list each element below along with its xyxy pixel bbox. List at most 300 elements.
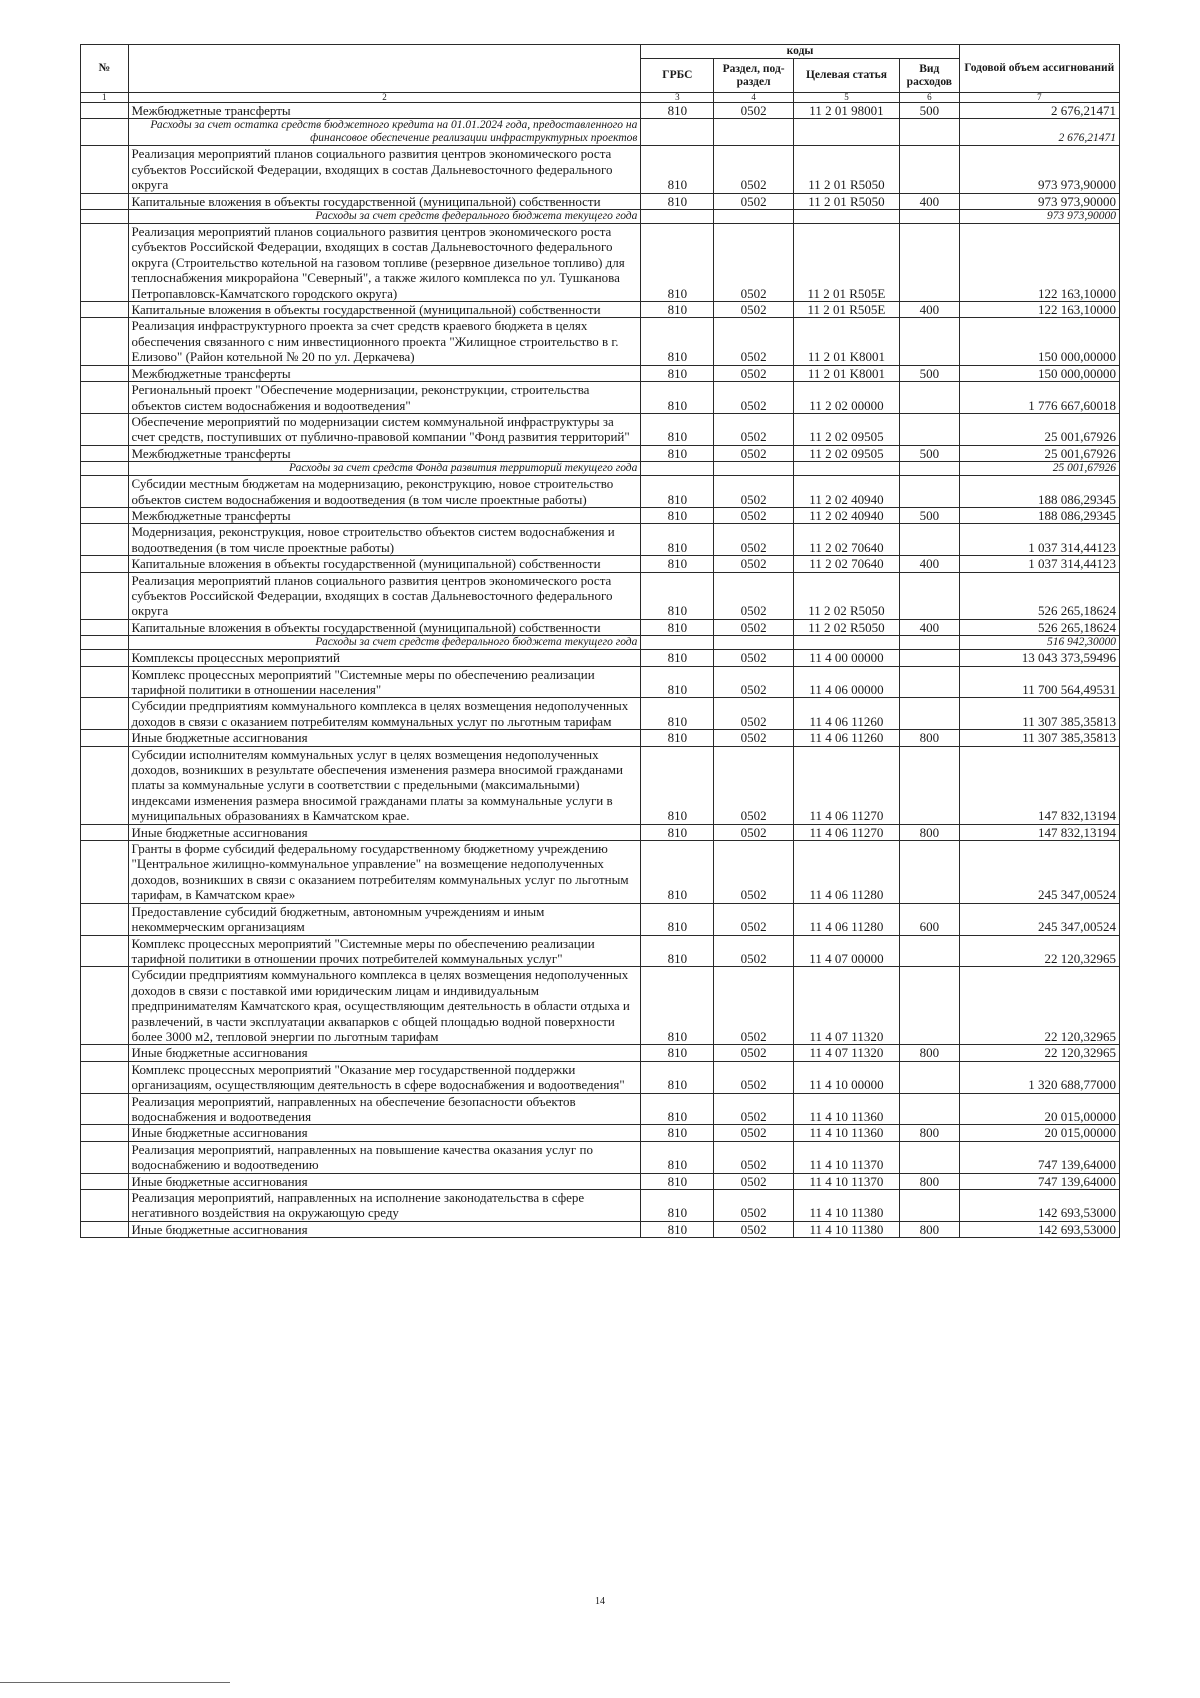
- table-row: [81, 556, 1120, 572]
- row-exptype-cell: [899, 476, 959, 508]
- header-target: Целевая статья: [793, 59, 899, 93]
- row-name-cell: Межбюджетные трансферты: [128, 103, 641, 119]
- table-note-row: [81, 210, 1120, 224]
- column-numbers-row: [81, 93, 1120, 103]
- row-target-cell: 11 4 10 11380: [793, 1190, 899, 1222]
- row-name-cell: Расходы за счет средств федерального бюджета текущего года: [128, 636, 641, 650]
- table-row: [81, 1061, 1120, 1093]
- row-amount-cell: 1 037 314,44123: [959, 556, 1119, 572]
- row-amount-cell: 973 973,90000: [959, 210, 1119, 224]
- row-target-cell: [793, 462, 899, 476]
- row-name-cell: Расходы за счет средств федерального бюджета текущего года: [128, 210, 641, 224]
- row-section-cell: 0502: [714, 1045, 794, 1061]
- row-target-cell: 11 2 02 09505: [793, 445, 899, 461]
- page-number: 14: [595, 1596, 605, 1607]
- row-grbs-cell: 810: [641, 903, 714, 935]
- row-exptype-cell: 800: [899, 1173, 959, 1189]
- row-target-cell: 11 4 06 11270: [793, 746, 899, 824]
- row-number-cell: [81, 967, 129, 1045]
- row-grbs-cell: 810: [641, 730, 714, 746]
- row-section-cell: 0502: [714, 302, 794, 318]
- row-section-cell: 0502: [714, 935, 794, 967]
- row-name-cell: Расходы за счет средств Фонда развития территорий текущего года: [128, 462, 641, 476]
- row-target-cell: 11 4 07 00000: [793, 935, 899, 967]
- table-row: [81, 619, 1120, 635]
- row-grbs-cell: 810: [641, 507, 714, 523]
- row-exptype-cell: 800: [899, 1045, 959, 1061]
- header-amount: Годовой объем ассигнований: [959, 45, 1119, 93]
- row-name-cell: Гранты в форме субсидий федеральному государственному бюджетному учреждению "Центральное жилищно-коммунальное управление" на возмещение недополученных доходов, возникших в связи с оказанием потребителям коммунальных услуг по льготным тарифам, в Камчатском крае»: [128, 841, 641, 904]
- row-target-cell: [793, 210, 899, 224]
- row-exptype-cell: [899, 382, 959, 414]
- row-amount-cell: 747 139,64000: [959, 1173, 1119, 1189]
- row-amount-cell: 188 086,29345: [959, 507, 1119, 523]
- row-amount-cell: 25 001,67926: [959, 445, 1119, 461]
- header-section: Раздел, под-раздел: [714, 59, 794, 93]
- row-section-cell: 0502: [714, 698, 794, 730]
- row-number-cell: [81, 1125, 129, 1141]
- row-grbs-cell: 810: [641, 382, 714, 414]
- row-grbs-cell: 810: [641, 650, 714, 666]
- row-grbs-cell: 810: [641, 1221, 714, 1237]
- row-name-cell: Иные бюджетные ассигнования: [128, 730, 641, 746]
- row-number-cell: [81, 382, 129, 414]
- row-name-cell: Субсидии местным бюджетам на модернизацию, реконструкцию, новое строительство объектов систем водоснабжения и водоотведения (в том числе проектные работы): [128, 476, 641, 508]
- row-grbs-cell: 810: [641, 302, 714, 318]
- row-grbs-cell: 810: [641, 318, 714, 365]
- table-row: [81, 524, 1120, 556]
- row-grbs-cell: [641, 210, 714, 224]
- row-number-cell: [81, 302, 129, 318]
- row-amount-cell: 20 015,00000: [959, 1093, 1119, 1125]
- row-number-cell: [81, 572, 129, 619]
- row-name-cell: Капитальные вложения в объекты государственной (муниципальной) собственности: [128, 619, 641, 635]
- column-number: 2: [128, 93, 641, 103]
- row-amount-cell: 973 973,90000: [959, 193, 1119, 209]
- row-name-cell: Реализация мероприятий, направленных на обеспечение безопасности объектов водоснабжения и водоотведения: [128, 1093, 641, 1125]
- row-number-cell: [81, 1045, 129, 1061]
- header-codes: коды: [641, 45, 959, 59]
- row-number-cell: [81, 1190, 129, 1222]
- row-number-cell: [81, 556, 129, 572]
- row-amount-cell: 526 265,18624: [959, 572, 1119, 619]
- table-body: [81, 103, 1120, 1238]
- row-exptype-cell: 500: [899, 103, 959, 119]
- row-section-cell: 0502: [714, 903, 794, 935]
- row-amount-cell: 188 086,29345: [959, 476, 1119, 508]
- row-number-cell: [81, 146, 129, 193]
- header-exptype: Вид расходов: [899, 59, 959, 93]
- row-name-cell: Модернизация, реконструкция, новое строительство объектов систем водоснабжения и водоотведения (в том числе проектные работы): [128, 524, 641, 556]
- row-section-cell: 0502: [714, 556, 794, 572]
- row-number-cell: [81, 1141, 129, 1173]
- row-exptype-cell: [899, 636, 959, 650]
- column-number: 4: [714, 93, 794, 103]
- table-row: [81, 302, 1120, 318]
- table-row: [81, 318, 1120, 365]
- row-number-cell: [81, 476, 129, 508]
- row-section-cell: 0502: [714, 1093, 794, 1125]
- table-row: [81, 1045, 1120, 1061]
- row-target-cell: 11 2 02 70640: [793, 556, 899, 572]
- row-exptype-cell: 500: [899, 445, 959, 461]
- row-name-cell: Реализация инфраструктурного проекта за счет средств краевого бюджета в целях обеспечения связанного с ним инвестиционного проекта "Жилищное строительство в г. Елизово" (Район котельной № 20 по ул. Деркачева): [128, 318, 641, 365]
- row-target-cell: 11 2 01 R5050: [793, 146, 899, 193]
- row-name-cell: Иные бюджетные ассигнования: [128, 824, 641, 840]
- row-target-cell: 11 4 07 11320: [793, 1045, 899, 1061]
- row-section-cell: 0502: [714, 382, 794, 414]
- table-note-row: [81, 462, 1120, 476]
- row-name-cell: Иные бюджетные ассигнования: [128, 1221, 641, 1237]
- row-section-cell: 0502: [714, 967, 794, 1045]
- row-number-cell: [81, 730, 129, 746]
- row-name-cell: Расходы за счет остатка средств бюджетного кредита на 01.01.2024 года, предоставленного на финансовое обеспечение реализации инфраструктурных проектов: [128, 119, 641, 146]
- row-target-cell: [793, 636, 899, 650]
- row-section-cell: 0502: [714, 318, 794, 365]
- row-target-cell: 11 2 01 98001: [793, 103, 899, 119]
- row-number-cell: [81, 524, 129, 556]
- row-grbs-cell: 810: [641, 619, 714, 635]
- row-name-cell: Комплекс процессных мероприятий "Оказание мер государственной поддержки организациям, осуществляющим деятельность в сфере водоснабжения и водоотведения": [128, 1061, 641, 1093]
- row-section-cell: [714, 119, 794, 146]
- row-grbs-cell: [641, 462, 714, 476]
- column-number: 6: [899, 93, 959, 103]
- row-number-cell: [81, 119, 129, 146]
- row-number-cell: [81, 935, 129, 967]
- row-exptype-cell: 500: [899, 507, 959, 523]
- table-row: [81, 445, 1120, 461]
- row-grbs-cell: 810: [641, 103, 714, 119]
- row-target-cell: 11 4 10 11360: [793, 1125, 899, 1141]
- table-row: [81, 1190, 1120, 1222]
- row-number-cell: [81, 1093, 129, 1125]
- row-exptype-cell: [899, 146, 959, 193]
- row-name-cell: Комплексы процессных мероприятий: [128, 650, 641, 666]
- table-row: [81, 103, 1120, 119]
- row-grbs-cell: 810: [641, 413, 714, 445]
- row-amount-cell: 147 832,13194: [959, 824, 1119, 840]
- row-grbs-cell: 810: [641, 476, 714, 508]
- row-target-cell: 11 4 10 11360: [793, 1093, 899, 1125]
- row-name-cell: Реализация мероприятий планов социального развития центров экономического роста субъектов Российской Федерации, входящих в состав Дальневосточного федерального округа: [128, 572, 641, 619]
- row-section-cell: 0502: [714, 103, 794, 119]
- row-exptype-cell: [899, 666, 959, 698]
- row-grbs-cell: 810: [641, 666, 714, 698]
- row-amount-cell: 11 307 385,35813: [959, 698, 1119, 730]
- table-row: [81, 1125, 1120, 1141]
- row-exptype-cell: [899, 413, 959, 445]
- row-amount-cell: 2 676,21471: [959, 103, 1119, 119]
- header-grbs: ГРБС: [641, 59, 714, 93]
- row-exptype-cell: 600: [899, 903, 959, 935]
- row-name-cell: Обеспечение мероприятий по модернизации систем коммунальной инфраструктуры за счет средств, поступивших от публично-правовой компании "Фонд развития территорий": [128, 413, 641, 445]
- document-page: [80, 44, 1120, 1238]
- header-number: №: [81, 45, 129, 93]
- row-name-cell: Межбюджетные трансферты: [128, 507, 641, 523]
- row-target-cell: 11 2 02 R5050: [793, 619, 899, 635]
- row-amount-cell: 147 832,13194: [959, 746, 1119, 824]
- table-row: [81, 935, 1120, 967]
- table-note-row: [81, 119, 1120, 146]
- row-section-cell: 0502: [714, 146, 794, 193]
- row-name-cell: Иные бюджетные ассигнования: [128, 1173, 641, 1189]
- table-row: [81, 507, 1120, 523]
- column-number: 3: [641, 93, 714, 103]
- row-target-cell: 11 2 02 40940: [793, 507, 899, 523]
- row-grbs-cell: 810: [641, 824, 714, 840]
- row-target-cell: 11 2 01 R5050: [793, 193, 899, 209]
- row-exptype-cell: 400: [899, 556, 959, 572]
- row-target-cell: 11 4 00 00000: [793, 650, 899, 666]
- row-exptype-cell: 400: [899, 619, 959, 635]
- row-target-cell: 11 2 02 R5050: [793, 572, 899, 619]
- row-number-cell: [81, 507, 129, 523]
- row-number-cell: [81, 619, 129, 635]
- row-name-cell: Реализация мероприятий планов социального развития центров экономического роста субъектов Российской Федерации, входящих в состав Дальневосточного федерального округа (Строительство котельной на газовом топливе (резервное дизельное топливо) для теплоснабжения микрорайона "Северный", а также жилого комплекса по ул. Тушканова Петропавловск-Камчатского городского округа): [128, 224, 641, 302]
- row-amount-cell: 142 693,53000: [959, 1190, 1119, 1222]
- row-amount-cell: 526 265,18624: [959, 619, 1119, 635]
- row-exptype-cell: 500: [899, 365, 959, 381]
- row-amount-cell: 22 120,32965: [959, 967, 1119, 1045]
- row-exptype-cell: 400: [899, 302, 959, 318]
- row-section-cell: [714, 636, 794, 650]
- row-number-cell: [81, 666, 129, 698]
- row-grbs-cell: 810: [641, 146, 714, 193]
- row-exptype-cell: 800: [899, 1125, 959, 1141]
- row-grbs-cell: 810: [641, 746, 714, 824]
- row-target-cell: 11 2 01 R505E: [793, 302, 899, 318]
- row-number-cell: [81, 224, 129, 302]
- row-amount-cell: 22 120,32965: [959, 935, 1119, 967]
- row-exptype-cell: 800: [899, 1221, 959, 1237]
- row-section-cell: 0502: [714, 1125, 794, 1141]
- row-number-cell: [81, 193, 129, 209]
- row-section-cell: 0502: [714, 666, 794, 698]
- row-target-cell: 11 4 10 11370: [793, 1141, 899, 1173]
- row-number-cell: [81, 1221, 129, 1237]
- row-grbs-cell: 810: [641, 193, 714, 209]
- row-section-cell: 0502: [714, 1141, 794, 1173]
- row-name-cell: Капитальные вложения в объекты государственной (муниципальной) собственности: [128, 193, 641, 209]
- row-amount-cell: 122 163,10000: [959, 224, 1119, 302]
- row-section-cell: 0502: [714, 730, 794, 746]
- table-row: [81, 413, 1120, 445]
- row-name-cell: Субсидии исполнителям коммунальных услуг в целях возмещения недополученных доходов, возникших в результате обеспечения изменения размера вносимой гражданами платы за коммунальные услуги в соответствии с предельными (максимальными) индексами изменения размера вносимой гражданами платы за коммунальные услуги в муниципальных образованиях в Камчатском крае.: [128, 746, 641, 824]
- row-grbs-cell: 810: [641, 967, 714, 1045]
- row-section-cell: 0502: [714, 572, 794, 619]
- row-exptype-cell: [899, 318, 959, 365]
- row-exptype-cell: [899, 650, 959, 666]
- row-exptype-cell: [899, 935, 959, 967]
- row-number-cell: [81, 103, 129, 119]
- table-row: [81, 224, 1120, 302]
- row-grbs-cell: 810: [641, 1045, 714, 1061]
- budget-table: [80, 44, 1120, 1238]
- row-number-cell: [81, 365, 129, 381]
- row-exptype-cell: [899, 224, 959, 302]
- row-amount-cell: 122 163,10000: [959, 302, 1119, 318]
- row-number-cell: [81, 650, 129, 666]
- row-number-cell: [81, 1061, 129, 1093]
- row-target-cell: 11 2 02 70640: [793, 524, 899, 556]
- row-grbs-cell: 810: [641, 1125, 714, 1141]
- row-section-cell: 0502: [714, 507, 794, 523]
- row-exptype-cell: [899, 967, 959, 1045]
- row-target-cell: 11 4 06 11280: [793, 841, 899, 904]
- row-number-cell: [81, 636, 129, 650]
- table-row: [81, 1141, 1120, 1173]
- row-name-cell: Региональный проект "Обеспечение модернизации, реконструкции, строительства объектов систем водоснабжения и водоотведения": [128, 382, 641, 414]
- row-target-cell: [793, 119, 899, 146]
- row-amount-cell: 1 037 314,44123: [959, 524, 1119, 556]
- row-name-cell: Комплекс процессных мероприятий "Системные меры по обеспечению реализации тарифной политики в отношении прочих потребителей коммунальных услуг": [128, 935, 641, 967]
- row-target-cell: 11 4 10 11380: [793, 1221, 899, 1237]
- row-target-cell: 11 4 06 11260: [793, 730, 899, 746]
- row-amount-cell: 2 676,21471: [959, 119, 1119, 146]
- table-row: [81, 903, 1120, 935]
- row-amount-cell: 22 120,32965: [959, 1045, 1119, 1061]
- table-row: [81, 1221, 1120, 1237]
- row-target-cell: 11 2 02 40940: [793, 476, 899, 508]
- row-exptype-cell: [899, 524, 959, 556]
- row-grbs-cell: 810: [641, 224, 714, 302]
- table-row: [81, 193, 1120, 209]
- row-section-cell: 0502: [714, 365, 794, 381]
- row-name-cell: Иные бюджетные ассигнования: [128, 1045, 641, 1061]
- table-row: [81, 746, 1120, 824]
- row-name-cell: Реализация мероприятий, направленных на исполнение законодательства в сфере негативного воздействия на окружающую среду: [128, 1190, 641, 1222]
- row-exptype-cell: [899, 841, 959, 904]
- row-target-cell: 11 2 02 00000: [793, 382, 899, 414]
- row-amount-cell: 747 139,64000: [959, 1141, 1119, 1173]
- column-number: 5: [793, 93, 899, 103]
- row-amount-cell: 1 776 667,60018: [959, 382, 1119, 414]
- row-grbs-cell: [641, 636, 714, 650]
- table-row: [81, 382, 1120, 414]
- row-section-cell: 0502: [714, 445, 794, 461]
- row-number-cell: [81, 824, 129, 840]
- row-name-cell: Реализация мероприятий, направленных на повышение качества оказания услуг по водоснабжению и водоотведению: [128, 1141, 641, 1173]
- table-row: [81, 841, 1120, 904]
- table-row: [81, 365, 1120, 381]
- row-exptype-cell: 400: [899, 193, 959, 209]
- row-section-cell: 0502: [714, 1173, 794, 1189]
- row-amount-cell: 150 000,00000: [959, 318, 1119, 365]
- row-grbs-cell: 810: [641, 1061, 714, 1093]
- row-amount-cell: 11 307 385,35813: [959, 730, 1119, 746]
- row-target-cell: 11 4 06 11260: [793, 698, 899, 730]
- row-amount-cell: 150 000,00000: [959, 365, 1119, 381]
- row-amount-cell: 11 700 564,49531: [959, 666, 1119, 698]
- column-number: 1: [81, 93, 129, 103]
- row-grbs-cell: [641, 119, 714, 146]
- table-row: [81, 824, 1120, 840]
- row-name-cell: Субсидии предприятиям коммунального комплекса в целях возмещения недополученных доходов в связи с оказанием потребителям коммунальных услуг по льготным тарифам: [128, 698, 641, 730]
- row-exptype-cell: [899, 1093, 959, 1125]
- row-section-cell: [714, 210, 794, 224]
- row-section-cell: 0502: [714, 650, 794, 666]
- row-name-cell: Субсидии предприятиям коммунального комплекса в целях возмещения недополученных доходов в связи с поставкой ими юридическим лицам и индивидуальным предпринимателям Камчатского края, осуществляющим деятельность в области отдыха и развлечений, в части эксплуатации аквапарков с общей площадью водной поверхности более 3000 м2, тепловой энергии по льготным тарифам: [128, 967, 641, 1045]
- table-row: [81, 1173, 1120, 1189]
- row-number-cell: [81, 210, 129, 224]
- table-row: [81, 650, 1120, 666]
- row-exptype-cell: 800: [899, 824, 959, 840]
- row-exptype-cell: [899, 462, 959, 476]
- row-name-cell: Межбюджетные трансферты: [128, 365, 641, 381]
- table-note-row: [81, 636, 1120, 650]
- table-row: [81, 730, 1120, 746]
- row-target-cell: 11 2 01 R505E: [793, 224, 899, 302]
- row-section-cell: [714, 462, 794, 476]
- row-target-cell: 11 4 06 11270: [793, 824, 899, 840]
- row-section-cell: 0502: [714, 476, 794, 508]
- row-section-cell: 0502: [714, 841, 794, 904]
- row-section-cell: 0502: [714, 1221, 794, 1237]
- row-amount-cell: 1 320 688,77000: [959, 1061, 1119, 1093]
- row-amount-cell: 25 001,67926: [959, 462, 1119, 476]
- row-grbs-cell: 810: [641, 1190, 714, 1222]
- row-amount-cell: 245 347,00524: [959, 841, 1119, 904]
- row-name-cell: Капитальные вложения в объекты государственной (муниципальной) собственности: [128, 556, 641, 572]
- row-amount-cell: 13 043 373,59496: [959, 650, 1119, 666]
- row-number-cell: [81, 903, 129, 935]
- row-number-cell: [81, 841, 129, 904]
- row-amount-cell: 245 347,00524: [959, 903, 1119, 935]
- row-grbs-cell: 810: [641, 841, 714, 904]
- row-number-cell: [81, 462, 129, 476]
- column-number: 7: [959, 93, 1119, 103]
- row-grbs-cell: 810: [641, 365, 714, 381]
- row-name-cell: Иные бюджетные ассигнования: [128, 1125, 641, 1141]
- table-row: [81, 146, 1120, 193]
- row-section-cell: 0502: [714, 224, 794, 302]
- row-exptype-cell: [899, 698, 959, 730]
- table-header: [81, 45, 1120, 103]
- row-section-cell: 0502: [714, 824, 794, 840]
- header-name-blank: [128, 45, 641, 93]
- row-section-cell: 0502: [714, 413, 794, 445]
- row-amount-cell: 516 942,30000: [959, 636, 1119, 650]
- row-exptype-cell: [899, 1141, 959, 1173]
- row-target-cell: 11 2 02 09505: [793, 413, 899, 445]
- table-row: [81, 666, 1120, 698]
- row-grbs-cell: 810: [641, 556, 714, 572]
- row-grbs-cell: 810: [641, 935, 714, 967]
- row-target-cell: 11 2 01 K8001: [793, 365, 899, 381]
- table-row: [81, 572, 1120, 619]
- row-exptype-cell: 800: [899, 730, 959, 746]
- row-name-cell: Комплекс процессных мероприятий "Системные меры по обеспечению реализации тарифной политики в отношении населения": [128, 666, 641, 698]
- table-row: [81, 967, 1120, 1045]
- row-amount-cell: 142 693,53000: [959, 1221, 1119, 1237]
- row-name-cell: Предоставление субсидий бюджетным, автономным учреждениям и иным некоммерческим организациям: [128, 903, 641, 935]
- table-row: [81, 698, 1120, 730]
- row-number-cell: [81, 746, 129, 824]
- row-amount-cell: 973 973,90000: [959, 146, 1119, 193]
- row-grbs-cell: 810: [641, 1173, 714, 1189]
- row-grbs-cell: 810: [641, 445, 714, 461]
- row-exptype-cell: [899, 210, 959, 224]
- row-grbs-cell: 810: [641, 698, 714, 730]
- table-row: [81, 1093, 1120, 1125]
- row-section-cell: 0502: [714, 619, 794, 635]
- row-section-cell: 0502: [714, 1190, 794, 1222]
- row-name-cell: Реализация мероприятий планов социального развития центров экономического роста субъектов Российской Федерации, входящих в состав Дальневосточного федерального округа: [128, 146, 641, 193]
- row-target-cell: 11 4 10 00000: [793, 1061, 899, 1093]
- row-exptype-cell: [899, 572, 959, 619]
- row-exptype-cell: [899, 119, 959, 146]
- row-target-cell: 11 4 06 00000: [793, 666, 899, 698]
